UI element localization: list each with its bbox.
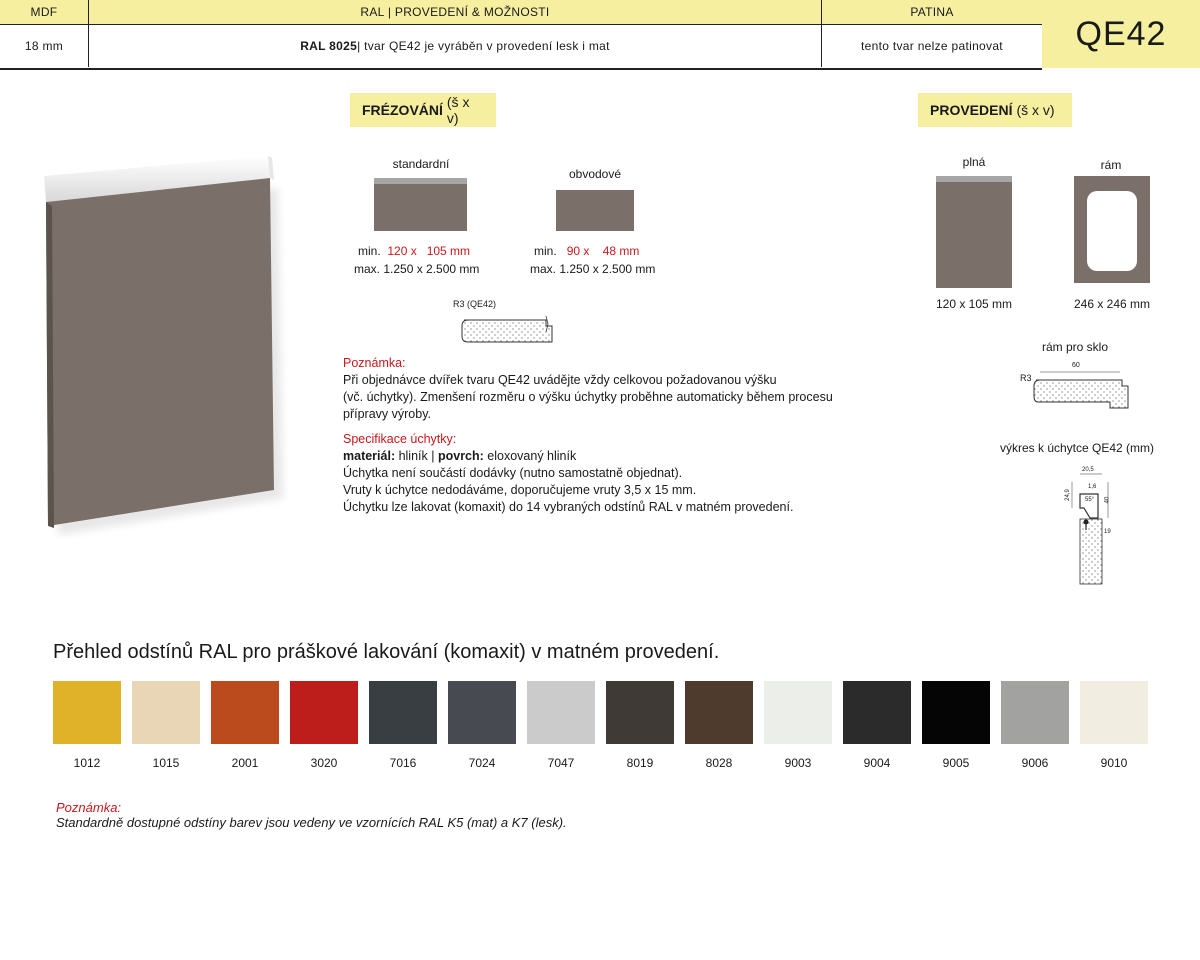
ral-swatch-label: 9004 bbox=[863, 756, 891, 770]
bottom-note bbox=[56, 800, 567, 830]
ral-swatch-1015 bbox=[132, 681, 200, 744]
note-line: Při objednávce dvířek tvaru QE42 uvádějte vždy celkovou požadovanou výšku bbox=[343, 373, 777, 387]
header-ral-info bbox=[89, 25, 822, 67]
dim-1-6: 1,6 bbox=[1088, 484, 1097, 490]
spec-material-line bbox=[343, 448, 843, 465]
ral-swatch-3020 bbox=[290, 681, 358, 744]
note-line: přípravy výroby. bbox=[343, 407, 431, 421]
ram-window bbox=[1087, 191, 1137, 271]
ral-swatch-2001 bbox=[211, 681, 279, 744]
glass-frame-profile bbox=[1030, 366, 1130, 416]
header-col-ral: RAL | PROVEDENÍ & MOŽNOSTI bbox=[89, 0, 822, 24]
ral-code: RAL 8025 bbox=[300, 39, 358, 53]
standardni-min bbox=[358, 244, 470, 258]
frezovani-subtitle: (š x v) bbox=[446, 94, 470, 126]
spec-block bbox=[343, 431, 843, 516]
min-label: min. bbox=[358, 244, 381, 258]
ral-swatch-1012 bbox=[53, 681, 121, 744]
povrch-label: povrch: bbox=[437, 449, 484, 463]
frezovani-label bbox=[350, 93, 496, 127]
ral-description: | tvar QE42 je vyráběn v provedení lesk i mat bbox=[357, 39, 610, 53]
povrch-value: eloxovaný hliník bbox=[483, 449, 577, 463]
spec-line: Vruty k úchytce nedodáváme, doporučujeme vruty 3,5 x 15 mm. bbox=[343, 483, 697, 497]
ral-swatch-label: 9005 bbox=[942, 756, 970, 770]
provedeni-title: PROVEDENÍ bbox=[930, 102, 1013, 118]
handle-drawing bbox=[1060, 464, 1130, 589]
ral-swatch-label: 2001 bbox=[231, 756, 259, 770]
note-line: (vč. úchytky). Zmenšení rozměru o výšku úchytky proběhne automaticky během procesu bbox=[343, 390, 833, 404]
bottom-note-text: Standardně dostupné odstíny barev jsou vedeny ve vzornících RAL K5 (mat) a K7 (lesk). bbox=[56, 815, 567, 830]
ram-r3-label: R3 bbox=[1020, 373, 1032, 383]
dim-19: 19 bbox=[1104, 529, 1111, 535]
ral-overview-heading: Přehled odstínů RAL pro práškové lakování (komaxit) v matném provedení. bbox=[53, 641, 720, 663]
dim-24-9: 24,9 bbox=[1064, 489, 1071, 501]
ram-label: rám bbox=[1100, 158, 1122, 172]
header-col-mdf: MDF bbox=[0, 0, 89, 24]
dim-20-5: 20,5 bbox=[1082, 467, 1094, 473]
ram-dim-60: 60 bbox=[1072, 362, 1080, 369]
header-patina-value: tento tvar nelze patinovat bbox=[861, 39, 1003, 53]
header-row-values bbox=[0, 25, 1042, 67]
dim-40: 40 bbox=[1104, 496, 1111, 504]
ral-swatch-9005 bbox=[922, 681, 990, 744]
door-illustration bbox=[38, 150, 288, 540]
ral-swatch-9004 bbox=[843, 681, 911, 744]
ral-swatch-8019 bbox=[606, 681, 674, 744]
ram-sample bbox=[1074, 176, 1150, 283]
plna-label: plná bbox=[962, 155, 986, 169]
bottom-note-title: Poznámka: bbox=[56, 800, 122, 815]
standardni-label: standardní bbox=[392, 157, 450, 171]
ral-swatch-label: 9003 bbox=[784, 756, 812, 770]
obvodove-max: max. 1.250 x 2.500 mm bbox=[530, 262, 656, 276]
ral-swatch-7024 bbox=[448, 681, 516, 744]
standardni-sample bbox=[374, 178, 467, 231]
ral-swatch-label: 7024 bbox=[468, 756, 496, 770]
spec-line: Úchytka není součástí dodávky (nutno samostatně objednat). bbox=[343, 466, 683, 480]
ral-swatch-label: 9006 bbox=[1021, 756, 1049, 770]
header-thickness: 18 mm bbox=[0, 25, 89, 67]
min-label: min. bbox=[534, 244, 557, 258]
ral-swatch-7016 bbox=[369, 681, 437, 744]
edge-profile-drawing bbox=[460, 312, 560, 352]
ram-size: 246 x 246 mm bbox=[1073, 297, 1151, 311]
header-col-patina: PATINA bbox=[910, 5, 954, 19]
ral-swatch-9006 bbox=[1001, 681, 1069, 744]
ral-swatch-label: 7016 bbox=[389, 756, 417, 770]
product-code: QE42 bbox=[1042, 0, 1200, 68]
dim-55-deg: 55° bbox=[1085, 497, 1095, 503]
ral-swatch-9010 bbox=[1080, 681, 1148, 744]
ral-swatch-label: 3020 bbox=[310, 756, 338, 770]
standardni-max: max. 1.250 x 2.500 mm bbox=[354, 262, 480, 276]
material-label: materiál: bbox=[343, 449, 396, 463]
note-block bbox=[343, 355, 843, 423]
ral-swatch-9003 bbox=[764, 681, 832, 744]
spec-title: Specifikace úchytky: bbox=[343, 432, 457, 446]
header-table bbox=[0, 0, 1042, 70]
ral-swatch-label: 9010 bbox=[1100, 756, 1128, 770]
note-title: Poznámka: bbox=[343, 356, 406, 370]
provedeni-label bbox=[918, 93, 1072, 127]
frezovani-title: FRÉZOVÁNÍ bbox=[362, 102, 443, 118]
profile-label: R3 (QE42) bbox=[453, 299, 497, 309]
ral-swatch-7047 bbox=[527, 681, 595, 744]
ral-swatch-label: 1012 bbox=[73, 756, 101, 770]
obvodove-min bbox=[534, 244, 639, 258]
plna-sample bbox=[936, 176, 1012, 288]
ral-swatch-label: 8019 bbox=[626, 756, 654, 770]
header-row-titles bbox=[0, 0, 1042, 25]
ral-swatch-8028 bbox=[685, 681, 753, 744]
vykres-label: výkres k úchytce QE42 (mm) bbox=[1000, 441, 1155, 455]
ram-pro-sklo-label: rám pro sklo bbox=[1041, 340, 1109, 354]
spec-line: Úchytku lze lakovat (komaxit) do 14 vybraných odstínů RAL v matném provedení. bbox=[343, 500, 794, 514]
ral-swatch-label: 1015 bbox=[152, 756, 180, 770]
provedeni-subtitle: (š x v) bbox=[1016, 102, 1055, 118]
standardni-min-value: 120 x 105 mm bbox=[387, 244, 471, 258]
material-value: hliník | bbox=[395, 449, 438, 463]
obvodove-sample bbox=[556, 190, 634, 231]
ral-swatch-label: 7047 bbox=[547, 756, 575, 770]
plna-size: 120 x 105 mm bbox=[935, 297, 1013, 311]
obvodove-min-value: 90 x 48 mm bbox=[566, 244, 640, 258]
obvodove-label: obvodové bbox=[568, 167, 622, 181]
ral-swatch-label: 8028 bbox=[705, 756, 733, 770]
